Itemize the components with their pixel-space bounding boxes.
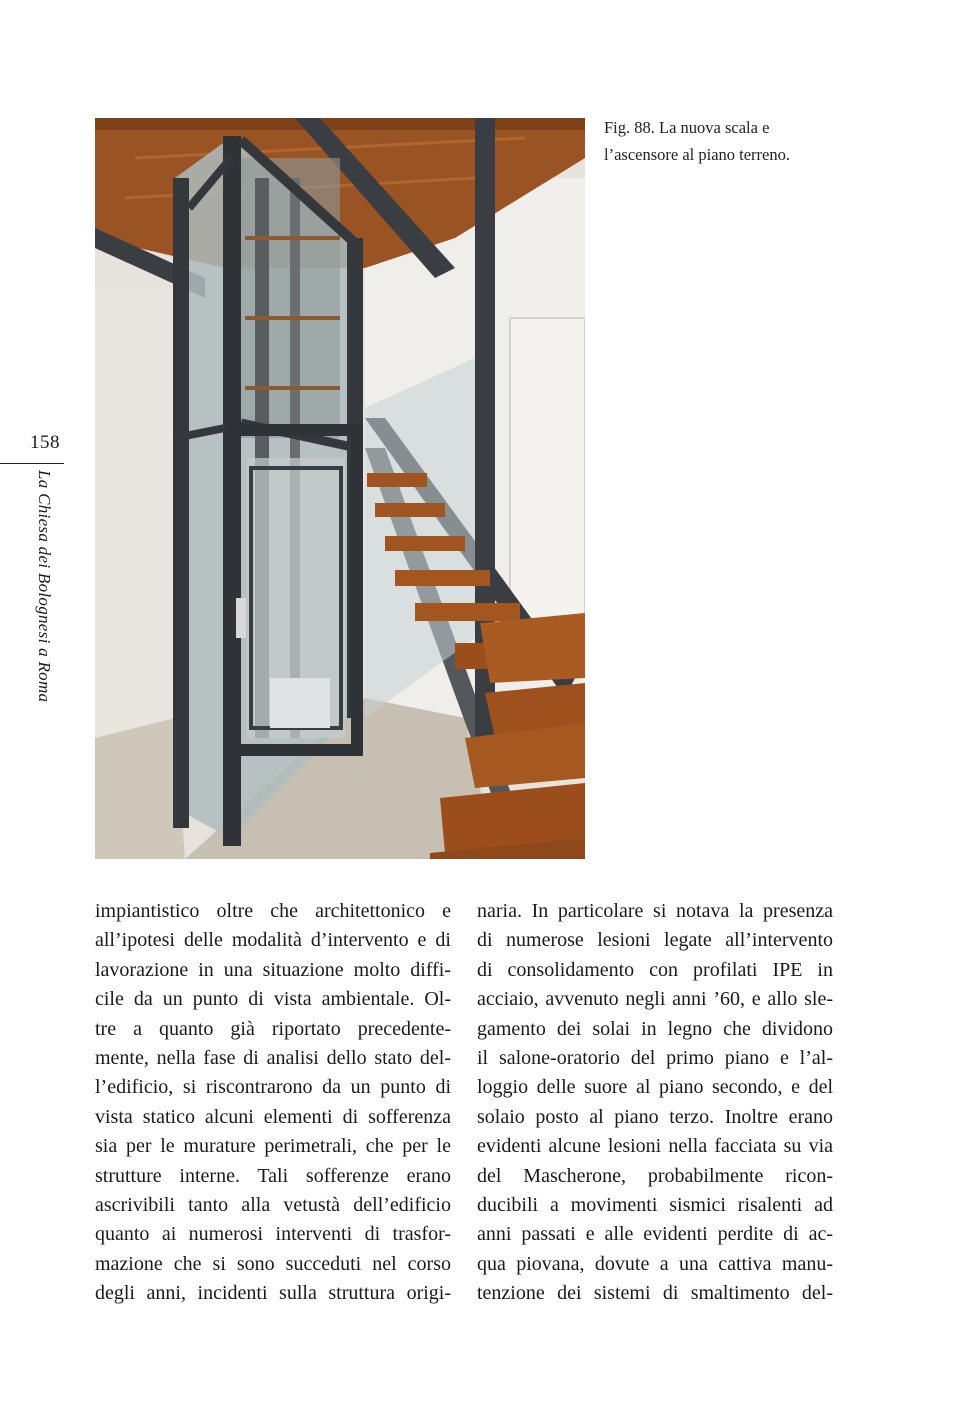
text-line: di numerose lesioni legate all’intervento — [477, 929, 833, 952]
text-line: cile da un punto di vista ambientale. Ol- — [95, 988, 451, 1011]
text-line: di consolidamento con profilati IPE in — [477, 958, 833, 981]
text-line: strutture interne. Tali sofferenze erano — [95, 1164, 451, 1187]
text-line: anni passati e alle evidenti perdite di ac- — [477, 1223, 833, 1246]
body-text-left-column — [95, 897, 451, 1308]
text-line: gamento dei solai in legno che dividono — [477, 1017, 833, 1040]
text-line: solaio posto al piano terzo. Inoltre erano — [477, 1105, 833, 1128]
text-line: naria. In particolare si notava la presenza — [477, 900, 833, 922]
text-line: del Mascherone, probabilmente ricon- — [477, 1164, 833, 1187]
text-line: vista statico alcuni elementi di sofferenza — [95, 1105, 451, 1128]
text-line: lavorazione in una situazione molto diffi- — [95, 958, 451, 981]
text-line: quanto ai numerosi interventi di trasfor- — [95, 1223, 451, 1246]
figure-photo-elevator-staircase — [95, 118, 585, 859]
text-line: sia per le murature perimetrali, che per le — [95, 1135, 451, 1158]
text-line: evidenti alcune lesioni nella facciata su via — [477, 1135, 833, 1158]
text-line: mente, nella fase di analisi dello stato del- — [95, 1046, 451, 1069]
caption-line: Fig. 88. La nuova scala e — [604, 118, 770, 137]
running-title: La Chiesa dei Bolognesi a Roma — [35, 470, 54, 703]
caption-line: l’ascensore al piano terreno. — [604, 145, 790, 164]
text-line: all’ipotesi delle modalità d’intervento e di — [95, 929, 451, 952]
text-line: ducibili a movimenti sismici risalenti ad — [477, 1193, 833, 1216]
text-line: il salone-oratorio del primo piano e l’al- — [477, 1046, 833, 1069]
body-text-right-column — [477, 897, 833, 1308]
text-line: l’edificio, si riscontrarono da un punto di — [95, 1076, 451, 1099]
figure-caption — [604, 114, 844, 168]
text-line: degli anni, incidenti sulla struttura origi- — [95, 1282, 451, 1305]
page-number: 158 — [30, 432, 60, 453]
text-line: ascrivibili tanto alla vetustà dell’edificio — [95, 1193, 451, 1216]
text-line: mazione che si sono succeduti nel corso — [95, 1252, 451, 1275]
text-line: acciaio, avvenuto negli anni ’60, e allo sle- — [477, 988, 833, 1011]
text-line: loggio delle suore al piano secondo, e del — [477, 1076, 833, 1099]
text-line: qua piovana, dovute a una cattiva manu- — [477, 1252, 833, 1275]
text-line: impiantistico oltre che architettonico e — [95, 900, 451, 922]
margin-rule — [0, 463, 64, 464]
text-line: tre a quanto già riportato precedente- — [95, 1017, 451, 1040]
text-line: tenzione dei sistemi di smaltimento del- — [477, 1282, 833, 1305]
